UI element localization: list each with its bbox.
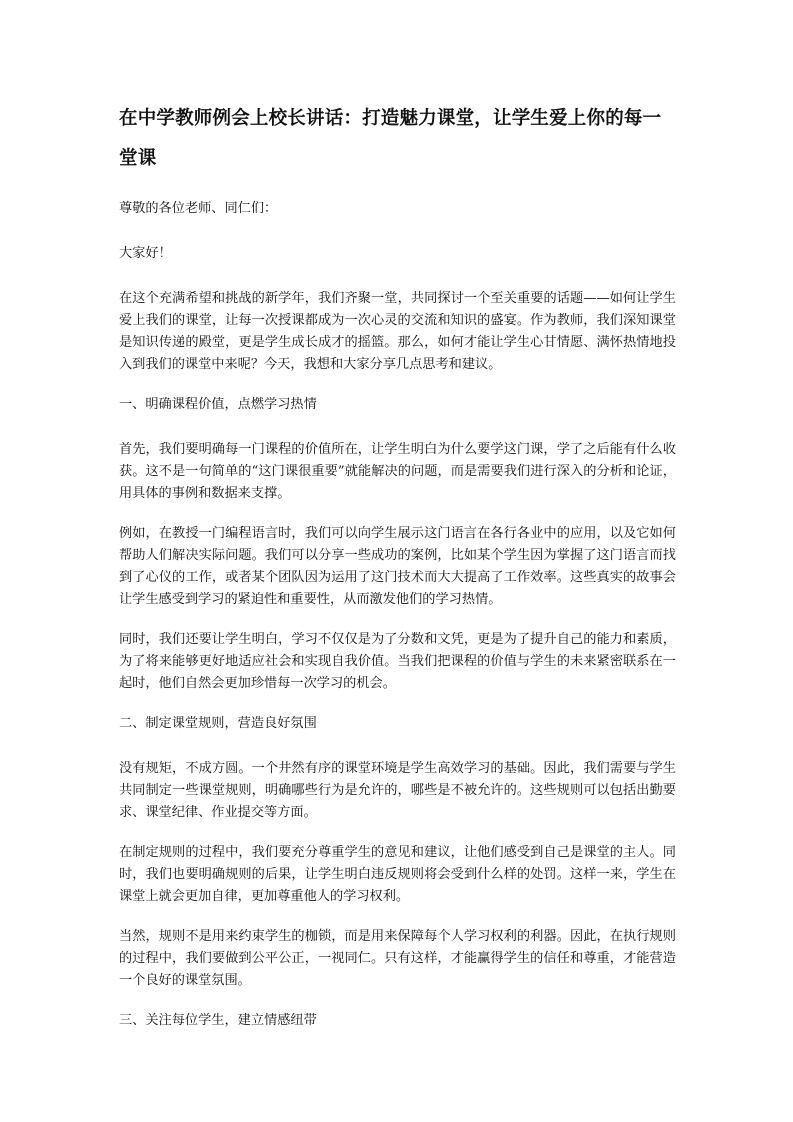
section1-paragraph-3: 同时，我们还要让学生明白，学习不仅仅是为了分数和文凭，更是为了提升自己的能力和素质，为了将来能够更好地适应社会和实现自我价值。当我们把课程的价值与学生的未来紧密联系在一起时，他们自然会更加珍惜每一次学习的机会。 [119,632,676,691]
document-body [119,198,676,1055]
section-heading-3: 三、关注每位学生，建立情感纽带 [119,1013,317,1028]
section2-paragraph-1: 没有规矩，不成方圆。一个井然有序的课堂环境是学生高效学习的基础。因此，我们需要与学生共同制定一些课堂规则，明确哪些行为是允许的，哪些是不被允许的。这些规则可以包括出勤要求、课堂纪律、作业提交等方面。 [119,761,676,820]
salutation: 尊敬的各位老师、同仁们： [119,201,278,216]
section2-paragraph-3: 当然，规则不是用来约束学生的枷锁，而是用来保障每个人学习权利的利器。因此，在执行规则的过程中，我们要做到公平公正，一视同仁。只有这样，才能赢得学生的信任和尊重，才能营造一个良好的课堂氛围。 [119,929,676,988]
section1-paragraph-2: 例如，在教授一门编程语言时，我们可以向学生展示这门语言在各行各业中的应用，以及它如何帮助人们解决实际问题。我们可以分享一些成功的案例，比如某个学生因为掌握了这门语言而找到了心仪的工作，或者某个团队因为运用了这门技术而大大提高了工作效率。这些真实的故事会让学生感受到学习的紧迫性和重要性，从而激发他们的学习热情。 [119,526,676,607]
section1-paragraph-1: 首先，我们要明确每一门课程的价值所在，让学生明白为什么要学这门课，学了之后能有什么收获。这不是一句简单的“这门课很重要”就能解决的问题，而是需要我们进行深入的分析和论证，用具体的事例和数据来支撑。 [119,442,676,501]
section-heading-2: 二、制定课堂规则，营造良好氛围 [119,716,317,731]
section2-paragraph-2: 在制定规则的过程中，我们要充分尊重学生的意见和建议，让他们感受到自己是课堂的主人。同时，我们也要明确规则的后果，让学生明白违反规则将会受到什么样的处罚。这样一来，学生在课堂上就会更加自律，更加尊重他人的学习权利。 [119,845,676,904]
document-title: 在中学教师例会上校长讲话：打造魅力课堂，让学生爱上你的每一堂课 [119,108,662,169]
section-heading-1: 一、明确课程价值，点燃学习热情 [119,397,317,412]
intro-paragraph: 在这个充满希望和挑战的新学年，我们齐聚一堂，共同探讨一个至关重要的话题——如何让学生爱上我们的课堂，让每一次授课都成为一次心灵的交流和知识的盛宴。作为教师，我们深知课堂是知识传递的殿堂，更是学生成长成才的摇篮。那么，如何才能让学生心甘情愿、满怀热情地投入到我们的课堂中来呢？今天，我想和大家分享几点思考和建议。 [119,291,676,372]
greeting: 大家好！ [119,246,172,261]
